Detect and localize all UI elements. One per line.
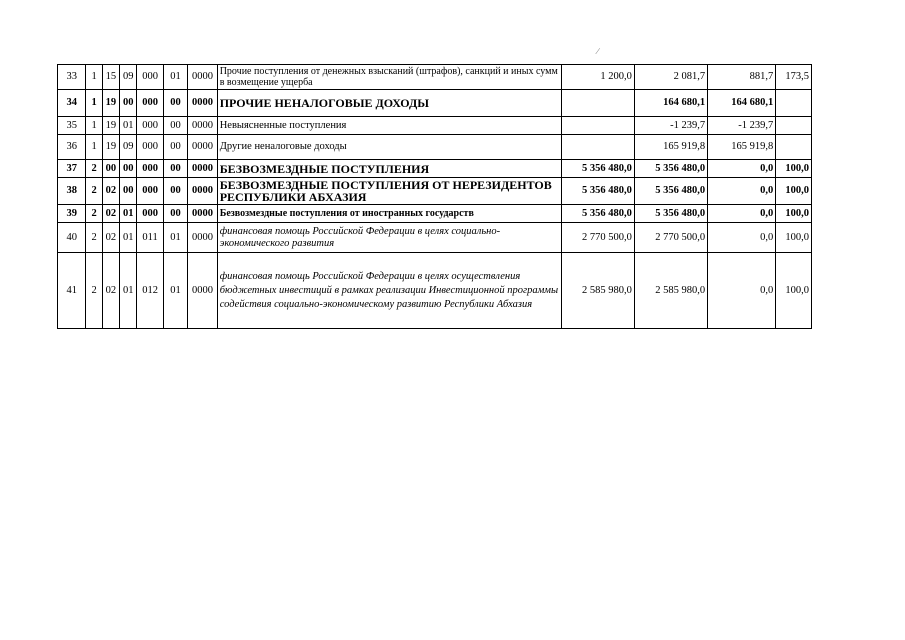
code-subarticle: 011 bbox=[137, 223, 163, 253]
table-row bbox=[58, 253, 812, 329]
value-percent bbox=[776, 135, 812, 160]
code-program: 0000 bbox=[188, 135, 218, 160]
row-description: Безвозмездные поступления от иностранных государств bbox=[217, 205, 561, 223]
value-percent: 100,0 bbox=[776, 160, 812, 178]
row-description: Другие неналоговые доходы bbox=[217, 135, 561, 160]
row-description: финансовая помощь Российской Федерации в целях осуществления бюджетных инвестиций в рамках реализации Инвестиционной программы содействия социально-экономическому развитию Республики Абхазия bbox=[217, 253, 561, 329]
value-deviation: 0,0 bbox=[708, 160, 776, 178]
code-element: 00 bbox=[163, 135, 187, 160]
budget-table bbox=[57, 64, 812, 329]
value-deviation: 165 919,8 bbox=[708, 135, 776, 160]
row-number: 41 bbox=[58, 253, 86, 329]
code-group: 1 bbox=[86, 90, 102, 117]
code-group: 2 bbox=[86, 223, 102, 253]
value-actual: 2 081,7 bbox=[634, 65, 707, 90]
value-actual: -1 239,7 bbox=[634, 117, 707, 135]
value-percent: 100,0 bbox=[776, 253, 812, 329]
row-number: 33 bbox=[58, 65, 86, 90]
code-subgroup: 02 bbox=[102, 205, 119, 223]
code-element: 00 bbox=[163, 90, 187, 117]
code-element: 01 bbox=[163, 253, 187, 329]
row-description: финансовая помощь Российской Федерации в целях социально-экономического развития bbox=[217, 223, 561, 253]
value-actual: 5 356 480,0 bbox=[634, 160, 707, 178]
value-percent bbox=[776, 117, 812, 135]
code-subarticle: 000 bbox=[137, 160, 163, 178]
code-program: 0000 bbox=[188, 65, 218, 90]
code-group: 1 bbox=[86, 135, 102, 160]
code-element: 01 bbox=[163, 65, 187, 90]
code-subgroup: 19 bbox=[102, 135, 119, 160]
value-actual: 165 919,8 bbox=[634, 135, 707, 160]
value-deviation: 881,7 bbox=[708, 65, 776, 90]
value-percent: 100,0 bbox=[776, 223, 812, 253]
code-program: 0000 bbox=[188, 223, 218, 253]
value-plan bbox=[561, 90, 634, 117]
table-row bbox=[58, 117, 812, 135]
code-group: 1 bbox=[86, 117, 102, 135]
code-element: 00 bbox=[163, 205, 187, 223]
table-row bbox=[58, 205, 812, 223]
code-element: 00 bbox=[163, 160, 187, 178]
row-number: 40 bbox=[58, 223, 86, 253]
row-number: 38 bbox=[58, 178, 86, 205]
code-group: 2 bbox=[86, 178, 102, 205]
row-number: 35 bbox=[58, 117, 86, 135]
value-plan: 5 356 480,0 bbox=[561, 178, 634, 205]
code-subgroup: 19 bbox=[102, 117, 119, 135]
value-actual: 5 356 480,0 bbox=[634, 205, 707, 223]
table-row bbox=[58, 178, 812, 205]
value-plan: 5 356 480,0 bbox=[561, 160, 634, 178]
table-row bbox=[58, 65, 812, 90]
value-actual: 2 770 500,0 bbox=[634, 223, 707, 253]
code-subgroup: 02 bbox=[102, 253, 119, 329]
value-actual: 2 585 980,0 bbox=[634, 253, 707, 329]
code-subarticle: 012 bbox=[137, 253, 163, 329]
row-number: 39 bbox=[58, 205, 86, 223]
code-group: 1 bbox=[86, 65, 102, 90]
row-description: Прочие поступления от денежных взысканий (штрафов), санкций и иных сумм в возмещение ущерба bbox=[217, 65, 561, 90]
code-article: 00 bbox=[120, 160, 137, 178]
value-plan: 2 585 980,0 bbox=[561, 253, 634, 329]
code-program: 0000 bbox=[188, 117, 218, 135]
code-subgroup: 19 bbox=[102, 90, 119, 117]
code-group: 2 bbox=[86, 160, 102, 178]
value-percent: 100,0 bbox=[776, 205, 812, 223]
value-plan: 2 770 500,0 bbox=[561, 223, 634, 253]
code-subgroup: 00 bbox=[102, 160, 119, 178]
value-plan bbox=[561, 117, 634, 135]
row-description: БЕЗВОЗМЕЗДНЫЕ ПОСТУПЛЕНИЯ ОТ НЕРЕЗИДЕНТОВ РЕСПУБЛИКИ АБХАЗИЯ bbox=[217, 178, 561, 205]
value-deviation: 0,0 bbox=[708, 253, 776, 329]
code-article: 09 bbox=[120, 135, 137, 160]
table-row bbox=[58, 135, 812, 160]
value-plan bbox=[561, 135, 634, 160]
code-group: 2 bbox=[86, 253, 102, 329]
code-program: 0000 bbox=[188, 90, 218, 117]
code-article: 00 bbox=[120, 178, 137, 205]
value-actual: 5 356 480,0 bbox=[634, 178, 707, 205]
value-deviation: 0,0 bbox=[708, 178, 776, 205]
code-group: 2 bbox=[86, 205, 102, 223]
row-description: Невыясненные поступления bbox=[217, 117, 561, 135]
code-subarticle: 000 bbox=[137, 65, 163, 90]
value-deviation: 0,0 bbox=[708, 223, 776, 253]
row-description: ПРОЧИЕ НЕНАЛОГОВЫЕ ДОХОДЫ bbox=[217, 90, 561, 117]
code-program: 0000 bbox=[188, 178, 218, 205]
code-article: 09 bbox=[120, 65, 137, 90]
code-subarticle: 000 bbox=[137, 178, 163, 205]
value-plan: 5 356 480,0 bbox=[561, 205, 634, 223]
value-deviation: 0,0 bbox=[708, 205, 776, 223]
value-plan: 1 200,0 bbox=[561, 65, 634, 90]
code-subarticle: 000 bbox=[137, 90, 163, 117]
row-number: 34 bbox=[58, 90, 86, 117]
code-program: 0000 bbox=[188, 205, 218, 223]
value-percent: 100,0 bbox=[776, 178, 812, 205]
code-subarticle: 000 bbox=[137, 205, 163, 223]
row-number: 36 bbox=[58, 135, 86, 160]
table-row bbox=[58, 223, 812, 253]
code-article: 01 bbox=[120, 223, 137, 253]
code-element: 00 bbox=[163, 178, 187, 205]
code-subgroup: 02 bbox=[102, 178, 119, 205]
page-mark: ∕ bbox=[597, 46, 599, 56]
row-description: БЕЗВОЗМЕЗДНЫЕ ПОСТУПЛЕНИЯ bbox=[217, 160, 561, 178]
code-article: 01 bbox=[120, 253, 137, 329]
value-deviation: 164 680,1 bbox=[708, 90, 776, 117]
code-subarticle: 000 bbox=[137, 135, 163, 160]
code-subarticle: 000 bbox=[137, 117, 163, 135]
code-program: 0000 bbox=[188, 160, 218, 178]
code-article: 01 bbox=[120, 117, 137, 135]
code-element: 00 bbox=[163, 117, 187, 135]
code-article: 01 bbox=[120, 205, 137, 223]
code-subgroup: 15 bbox=[102, 65, 119, 90]
code-article: 00 bbox=[120, 90, 137, 117]
code-program: 0000 bbox=[188, 253, 218, 329]
value-deviation: -1 239,7 bbox=[708, 117, 776, 135]
value-actual: 164 680,1 bbox=[634, 90, 707, 117]
value-percent bbox=[776, 90, 812, 117]
code-subgroup: 02 bbox=[102, 223, 119, 253]
row-number: 37 bbox=[58, 160, 86, 178]
code-element: 01 bbox=[163, 223, 187, 253]
table-row bbox=[58, 160, 812, 178]
value-percent: 173,5 bbox=[776, 65, 812, 90]
table-row bbox=[58, 90, 812, 117]
